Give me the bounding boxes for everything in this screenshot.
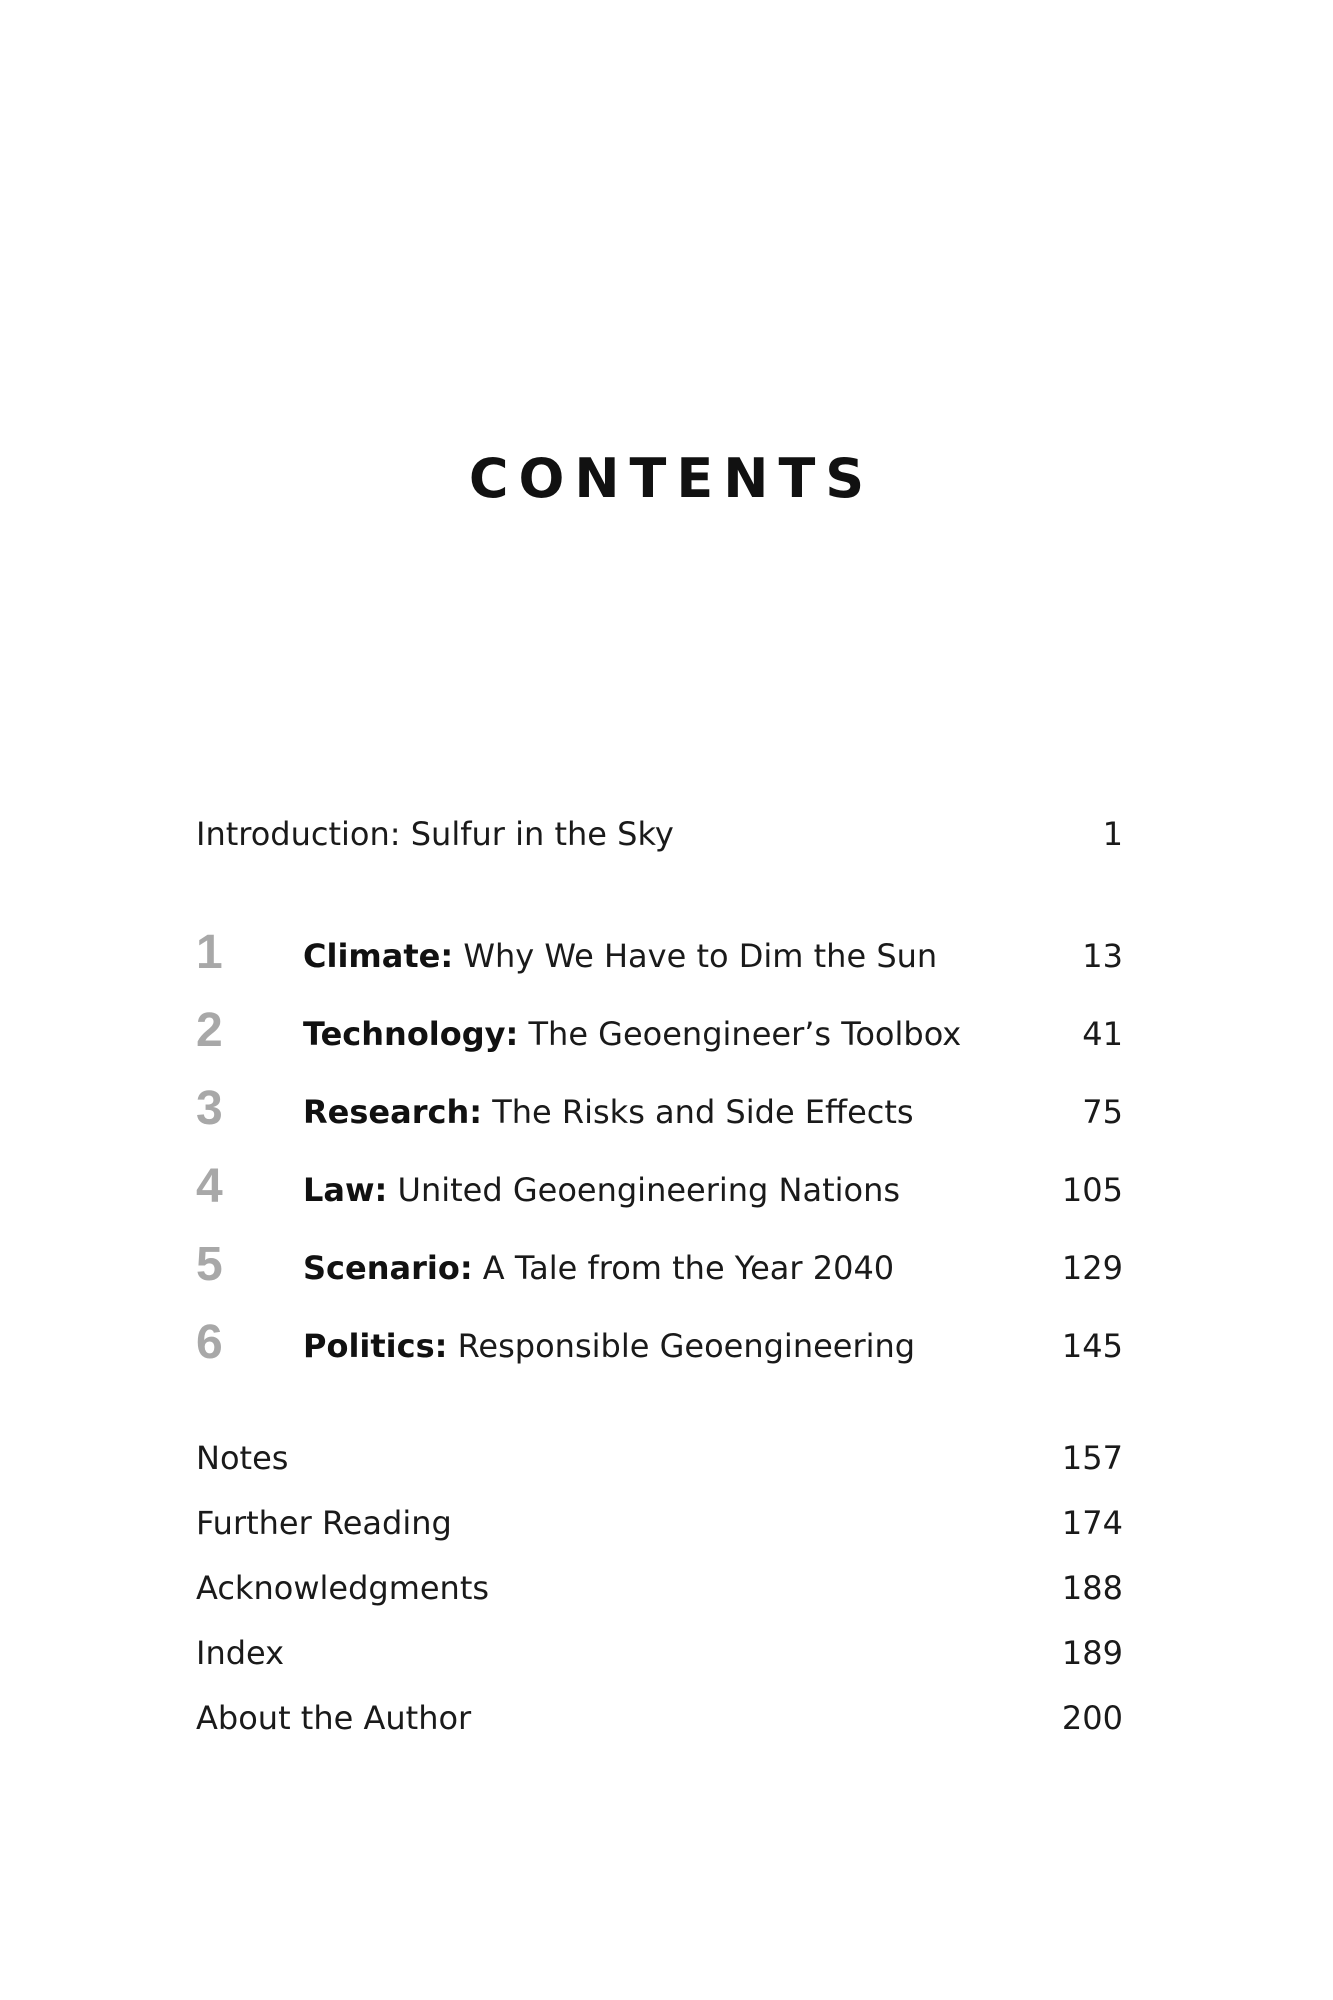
toc-entry-further-reading[interactable] [196,1501,1123,1545]
toc-entry-page: 174 [1061,1504,1123,1542]
toc-chapter-4[interactable] [196,1160,1123,1213]
toc-chapter-6[interactable] [196,1316,1123,1369]
chapter-number: 1 [196,926,223,979]
toc-chapter-1[interactable] [196,926,1123,979]
chapter-subtitle: Why We Have to Dim the Sun [453,937,938,975]
chapter-number: 3 [196,1082,223,1135]
toc-entry-page: 157 [1061,1439,1123,1477]
toc-entry-title: Index [196,1634,285,1672]
chapter-number: 2 [196,1004,223,1057]
chapter-subtitle: The Risks and Side Effects [482,1093,914,1131]
toc-entry-title: Acknowledgments [196,1569,490,1607]
toc-entry-page: 129 [1061,1249,1123,1287]
toc-entry-title: About the Author [196,1699,472,1737]
chapter-keyword: Technology: [303,1015,519,1053]
toc-entry-acknowledgments[interactable] [196,1566,1123,1610]
toc-entry-about-the-author[interactable] [196,1696,1123,1740]
toc-entry-page: 189 [1061,1634,1123,1672]
toc-chapter-3[interactable] [196,1082,1123,1135]
chapter-keyword: Research: [303,1093,483,1131]
toc-entry-title [303,1012,961,1056]
chapter-keyword: Climate: [303,937,454,975]
toc-entry-title: Notes [196,1439,289,1477]
toc-entry-index[interactable] [196,1631,1123,1675]
toc-entry-page: 200 [1061,1699,1123,1737]
chapter-number: 5 [196,1238,223,1291]
toc-entry-notes[interactable] [196,1436,1123,1480]
chapter-keyword: Politics: [303,1327,448,1365]
toc-entry-title: Introduction: Sulfur in the Sky [196,815,674,853]
toc-entry-title [303,1168,900,1212]
chapter-subtitle: A Tale from the Year 2040 [472,1249,895,1287]
chapter-subtitle: Responsible Geoengineering [447,1327,916,1365]
toc-entry-introduction[interactable] [196,812,1123,856]
chapter-subtitle: United Geoengineering Nations [387,1171,901,1209]
toc-entry-title: Further Reading [196,1504,452,1542]
toc-entry-page: 13 [1082,937,1123,975]
toc-entry-page: 75 [1082,1093,1123,1131]
toc-chapter-5[interactable] [196,1238,1123,1291]
chapter-number: 4 [196,1160,223,1213]
toc-entry-page: 145 [1061,1327,1123,1365]
toc-entry-page: 188 [1061,1569,1123,1607]
toc-entry-page: 105 [1061,1171,1123,1209]
chapter-keyword: Scenario: [303,1249,473,1287]
toc-entry-title [303,1324,915,1368]
toc-entry-title [303,934,937,978]
chapter-subtitle: The Geoengineer’s Toolbox [518,1015,962,1053]
toc-entry-title [303,1246,894,1290]
toc-entry-title [303,1090,914,1134]
toc-chapter-2[interactable] [196,1004,1123,1057]
chapter-keyword: Law: [303,1171,388,1209]
page-title: CONTENTS [468,447,875,510]
toc-entry-page: 1 [1102,815,1123,853]
chapter-number: 6 [196,1316,223,1369]
toc-entry-page: 41 [1082,1015,1123,1053]
